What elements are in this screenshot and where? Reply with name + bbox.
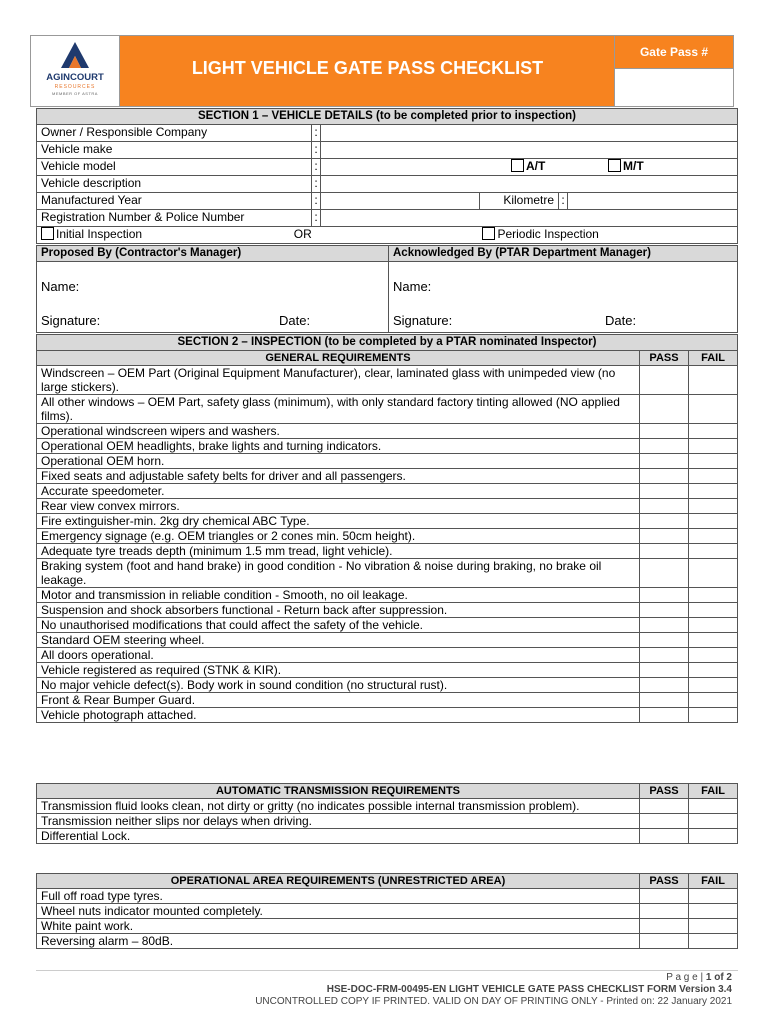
description-colon: :: [312, 176, 321, 193]
general-row: [37, 366, 738, 395]
acknowledged-by-box[interactable]: [389, 262, 738, 333]
op-pass-cell[interactable]: [640, 889, 689, 904]
general-fail-cell[interactable]: [689, 484, 738, 499]
uncontrolled-notice: UNCONTROLLED COPY IF PRINTED. VALID ON DAY OF PRINTING ONLY - Printed on: 22 January 2021: [255, 996, 732, 1007]
general-pass-cell[interactable]: [640, 618, 689, 633]
op-pass-cell[interactable]: [640, 904, 689, 919]
gate-pass-field[interactable]: [614, 68, 734, 107]
general-pass-cell[interactable]: [640, 693, 689, 708]
registration-field[interactable]: [321, 210, 738, 227]
general-row: [37, 693, 738, 708]
auto-heading: AUTOMATIC TRANSMISSION REQUIREMENTS: [37, 784, 640, 799]
general-fail-cell[interactable]: [689, 588, 738, 603]
or-label: OR: [293, 227, 312, 241]
gate-pass-label: Gate Pass #: [614, 35, 734, 69]
auto-fail-cell[interactable]: [689, 829, 738, 844]
year-field[interactable]: [321, 193, 480, 210]
proposed-name-label: Name:: [41, 279, 80, 294]
general-pass-cell[interactable]: [640, 439, 689, 454]
general-row: [37, 424, 738, 439]
section1-heading: SECTION 1 – VEHICLE DETAILS (to be completed prior to inspection): [37, 109, 738, 125]
general-row: [37, 588, 738, 603]
op-row: [37, 919, 738, 934]
page-indicator: P a g e | 1 of 2: [666, 972, 732, 983]
general-items: [37, 366, 738, 723]
logo-member: MEMBER OF ASTRA: [52, 91, 98, 96]
title-banner: [119, 35, 616, 107]
general-pass-cell[interactable]: [640, 469, 689, 484]
general-item-label: Suspension and shock absorbers functional - Return back after suppression.: [37, 603, 640, 618]
footer-divider: [36, 970, 738, 971]
general-row: [37, 708, 738, 723]
op-fail-cell[interactable]: [689, 904, 738, 919]
periodic-inspection-label: Periodic Inspection: [497, 227, 599, 241]
general-fail-header: FAIL: [689, 351, 738, 366]
op-fail-cell[interactable]: [689, 919, 738, 934]
general-item-label: No unauthorised modifications that could affect the safety of the vehicle.: [37, 618, 640, 633]
kilometre-field[interactable]: [568, 193, 738, 210]
general-fail-cell[interactable]: [689, 544, 738, 559]
general-fail-cell[interactable]: [689, 454, 738, 469]
general-fail-cell[interactable]: [689, 529, 738, 544]
general-pass-cell[interactable]: [640, 544, 689, 559]
periodic-inspection-checkbox[interactable]: [482, 227, 495, 240]
general-pass-cell[interactable]: [640, 559, 689, 588]
general-item-label: All doors operational.: [37, 648, 640, 663]
description-field[interactable]: [321, 176, 738, 193]
general-row: [37, 618, 738, 633]
general-item-label: Fire extinguisher-min. 2kg dry chemical ABC Type.: [37, 514, 640, 529]
auto-fail-cell[interactable]: [689, 799, 738, 814]
op-item-label: White paint work.: [37, 919, 640, 934]
make-colon: :: [312, 142, 321, 159]
general-fail-cell[interactable]: [689, 439, 738, 454]
registration-colon: :: [312, 210, 321, 227]
general-pass-cell[interactable]: [640, 424, 689, 439]
general-fail-cell[interactable]: [689, 663, 738, 678]
general-row: [37, 514, 738, 529]
general-fail-cell[interactable]: [689, 603, 738, 618]
mt-label: M/T: [623, 159, 644, 173]
general-fail-cell[interactable]: [689, 648, 738, 663]
description-label: Vehicle description: [37, 176, 312, 193]
op-items: [37, 889, 738, 949]
auto-fail-header: FAIL: [689, 784, 738, 799]
op-fail-cell[interactable]: [689, 934, 738, 949]
initial-inspection-label: Initial Inspection: [56, 227, 143, 241]
section1-table: [36, 108, 738, 244]
general-row: [37, 454, 738, 469]
general-fail-cell[interactable]: [689, 693, 738, 708]
general-pass-cell[interactable]: [640, 529, 689, 544]
kilometre-label: Kilometre: [480, 193, 559, 210]
auto-fail-cell[interactable]: [689, 814, 738, 829]
auto-row: [37, 829, 738, 844]
model-colon: :: [312, 159, 321, 176]
owner-colon: :: [312, 125, 321, 142]
general-fail-cell[interactable]: [689, 559, 738, 588]
general-fail-cell[interactable]: [689, 395, 738, 424]
doc-id: HSE-DOC-FRM-00495-EN LIGHT VEHICLE GATE PASS CHECKLIST FORM Version 3.4: [326, 984, 732, 995]
general-fail-cell[interactable]: [689, 618, 738, 633]
general-item-label: Adequate tyre treads depth (minimum 1.5 mm tread, light vehicle).: [37, 544, 640, 559]
general-item-label: Accurate speedometer.: [37, 484, 640, 499]
auto-item-label: Transmission neither slips nor delays when driving.: [37, 814, 640, 829]
general-item-label: Standard OEM steering wheel.: [37, 633, 640, 648]
page-title: LIGHT VEHICLE GATE PASS CHECKLIST: [191, 58, 544, 78]
general-pass-cell[interactable]: [640, 648, 689, 663]
op-heading: OPERATIONAL AREA REQUIREMENTS (UNRESTRICTED AREA): [37, 874, 640, 889]
general-fail-cell[interactable]: [689, 678, 738, 693]
general-pass-cell[interactable]: [640, 514, 689, 529]
general-item-label: Windscreen – OEM Part (Original Equipment Manufacturer), clear, laminated glass with unimpeded view (no large stickers).: [37, 366, 640, 395]
auto-pass-cell[interactable]: [640, 799, 689, 814]
general-pass-cell[interactable]: [640, 633, 689, 648]
general-fail-cell[interactable]: [689, 469, 738, 484]
general-item-label: All other windows – OEM Part, safety glass (minimum), with only standard factory tinting allowed (NO applied films).: [37, 395, 640, 424]
op-fail-header: FAIL: [689, 874, 738, 889]
general-row: [37, 678, 738, 693]
proposed-date-label: Date:: [279, 313, 311, 328]
auto-item-label: Transmission fluid looks clean, not dirty or gritty (no indicates possible internal transmission problem).: [37, 799, 640, 814]
general-row: [37, 663, 738, 678]
general-fail-cell[interactable]: [689, 708, 738, 723]
auto-row: [37, 799, 738, 814]
make-label: Vehicle make: [37, 142, 312, 159]
general-item-label: Front & Rear Bumper Guard.: [37, 693, 640, 708]
general-fail-cell[interactable]: [689, 424, 738, 439]
proposed-signature-label: Signature:: [41, 313, 101, 328]
general-row: [37, 603, 738, 618]
company-logo: [30, 35, 120, 107]
auto-pass-header: PASS: [640, 784, 689, 799]
general-pass-cell[interactable]: [640, 678, 689, 693]
proposed-by-box[interactable]: [37, 262, 389, 333]
op-pass-header: PASS: [640, 874, 689, 889]
general-item-label: Emergency signage (e.g. OEM triangles or 2 cones min. 50cm height).: [37, 529, 640, 544]
general-row: [37, 544, 738, 559]
general-pass-cell[interactable]: [640, 366, 689, 395]
proposed-by-heading: Proposed By (Contractor's Manager): [37, 246, 389, 262]
model-label: Vehicle model: [37, 159, 312, 176]
at-label: A/T: [526, 159, 546, 173]
general-row: [37, 469, 738, 484]
logo-name: AGINCOURT: [46, 72, 104, 83]
general-item-label: Rear view convex mirrors.: [37, 499, 640, 514]
auto-table: [36, 783, 738, 844]
op-fail-cell[interactable]: [689, 889, 738, 904]
general-item-label: Motor and transmission in reliable condition - Smooth, no oil leakage.: [37, 588, 640, 603]
general-row: [37, 439, 738, 454]
op-row: [37, 904, 738, 919]
agincourt-logo-icon: [31, 38, 119, 74]
mt-checkbox[interactable]: [608, 159, 621, 172]
general-item-label: Operational OEM headlights, brake lights and turning indicators.: [37, 439, 640, 454]
general-row: [37, 633, 738, 648]
general-item-label: Vehicle photograph attached.: [37, 708, 640, 723]
registration-label: Registration Number & Police Number: [37, 210, 312, 227]
make-field[interactable]: [321, 142, 738, 159]
year-label: Manufactured Year: [37, 193, 312, 210]
general-pass-cell[interactable]: [640, 484, 689, 499]
general-row: [37, 559, 738, 588]
op-pass-cell[interactable]: [640, 934, 689, 949]
general-pass-header: PASS: [640, 351, 689, 366]
owner-field[interactable]: [321, 125, 738, 142]
op-row: [37, 934, 738, 949]
general-pass-cell[interactable]: [640, 663, 689, 678]
kilometre-colon: :: [559, 193, 568, 210]
general-pass-cell[interactable]: [640, 588, 689, 603]
general-fail-cell[interactable]: [689, 366, 738, 395]
general-row: [37, 499, 738, 514]
general-item-label: Fixed seats and adjustable safety belts for driver and all passengers.: [37, 469, 640, 484]
general-heading: GENERAL REQUIREMENTS: [37, 351, 640, 366]
section2-table: [36, 334, 738, 723]
general-pass-cell[interactable]: [640, 395, 689, 424]
general-fail-cell[interactable]: [689, 514, 738, 529]
acknowledged-signature-label: Signature:: [393, 313, 453, 328]
logo-subtitle: RESOURCES: [54, 84, 96, 90]
owner-label: Owner / Responsible Company: [37, 125, 312, 142]
auto-pass-cell[interactable]: [640, 829, 689, 844]
acknowledged-by-heading: Acknowledged By (PTAR Department Manager): [389, 246, 738, 262]
initial-inspection-checkbox[interactable]: [41, 227, 54, 240]
general-item-label: Operational windscreen wipers and washers.: [37, 424, 640, 439]
auto-row: [37, 814, 738, 829]
general-item-label: No major vehicle defect(s). Body work in sound condition (no structural rust).: [37, 678, 640, 693]
op-row: [37, 889, 738, 904]
general-row: [37, 484, 738, 499]
general-row: [37, 395, 738, 424]
general-item-label: Operational OEM horn.: [37, 454, 640, 469]
page-label: P a g e: [666, 972, 698, 983]
general-item-label: Vehicle registered as required (STNK & KIR).: [37, 663, 640, 678]
auto-items: [37, 799, 738, 844]
op-item-label: Wheel nuts indicator mounted completely.: [37, 904, 640, 919]
general-pass-cell[interactable]: [640, 603, 689, 618]
general-fail-cell[interactable]: [689, 633, 738, 648]
general-pass-cell[interactable]: [640, 499, 689, 514]
op-item-label: Reversing alarm – 80dB.: [37, 934, 640, 949]
general-row: [37, 648, 738, 663]
general-pass-cell[interactable]: [640, 708, 689, 723]
page-number: 1 of 2: [705, 972, 732, 983]
approval-table: [36, 245, 738, 333]
at-checkbox[interactable]: [511, 159, 524, 172]
op-pass-cell[interactable]: [640, 919, 689, 934]
general-row: [37, 529, 738, 544]
op-item-label: Full off road type tyres.: [37, 889, 640, 904]
acknowledged-name-label: Name:: [393, 279, 432, 294]
auto-pass-cell[interactable]: [640, 814, 689, 829]
section2-heading: SECTION 2 – INSPECTION (to be completed by a PTAR nominated Inspector): [37, 335, 738, 351]
general-fail-cell[interactable]: [689, 499, 738, 514]
general-pass-cell[interactable]: [640, 454, 689, 469]
auto-item-label: Differential Lock.: [37, 829, 640, 844]
op-table: [36, 873, 738, 949]
acknowledged-date-label: Date:: [605, 313, 637, 328]
year-colon: :: [312, 193, 321, 210]
general-item-label: Braking system (foot and hand brake) in good condition - No vibration & noise during braking, no brake oil leakage.: [37, 559, 640, 588]
